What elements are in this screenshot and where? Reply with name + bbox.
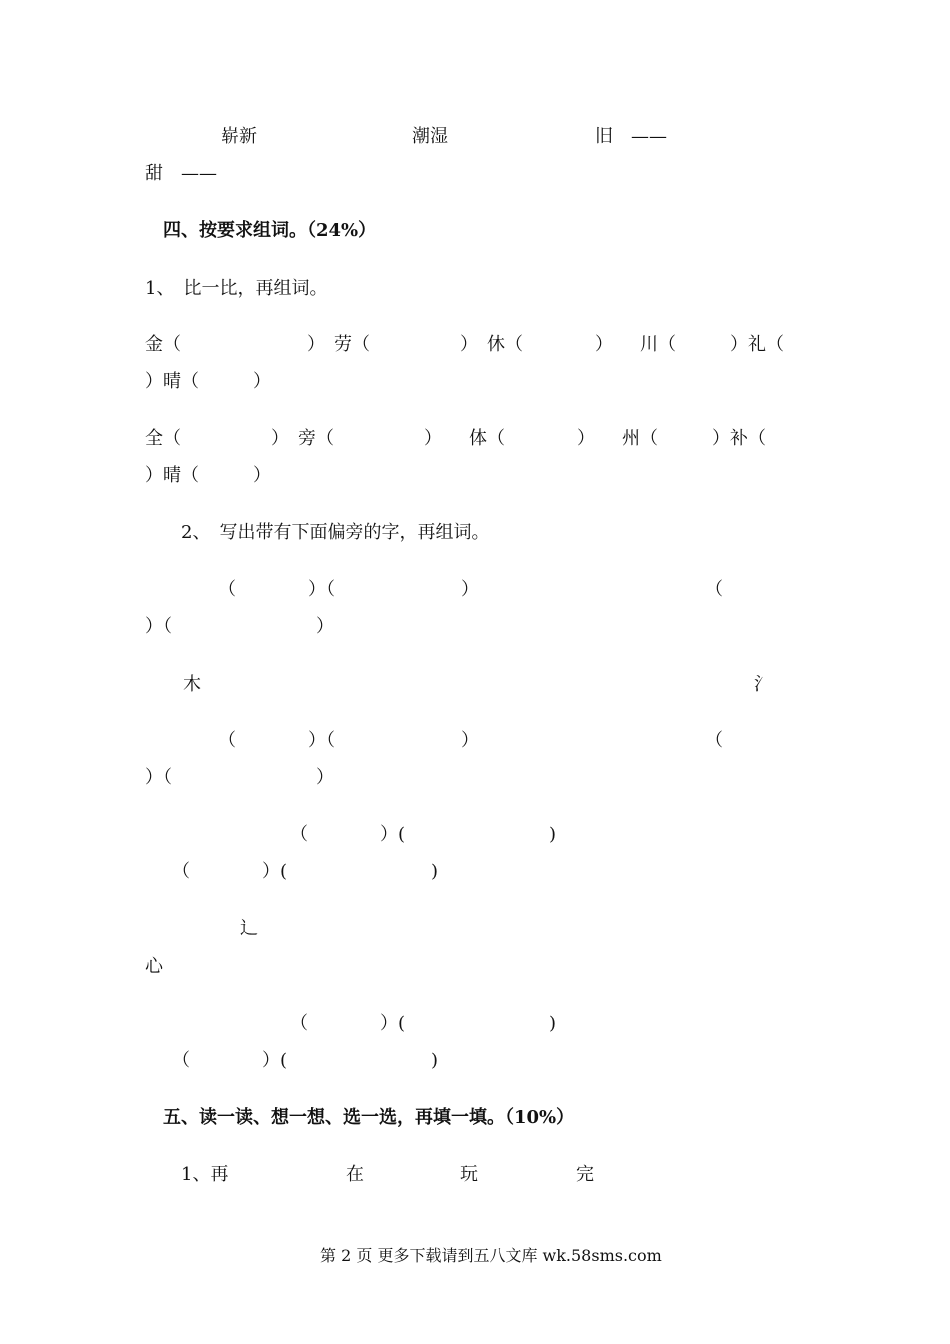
antonym-word-1: 崭新 xyxy=(221,126,257,147)
q2-group2-line2: ）（ ） xyxy=(145,767,334,788)
q2-group1-line1: （ ）（ ） xyxy=(218,579,479,600)
q1-row2-line2: ）晴（ ） xyxy=(145,465,271,486)
section-4-heading: 四、按要求组词。（24%） xyxy=(163,220,377,241)
q2-group3-line2: （ ）( ) xyxy=(172,861,439,882)
q2-group2-line1-right: （ xyxy=(705,730,723,751)
q5-1-word-4: 完 xyxy=(576,1164,594,1185)
section-5-heading: 五、读一读、想一想、选一选，再填一填。（10%） xyxy=(163,1107,575,1128)
radical-chuo: 辶 xyxy=(240,918,258,939)
q1-row2-line1: 全（ ） 旁（ ） 体（ ） 州（ ）补（ xyxy=(145,428,766,449)
antonym-word-3: 旧 —— xyxy=(595,126,667,147)
page-footer: 第 2 页 更多下载请到五八文库 wk.58sms.com xyxy=(320,1246,662,1265)
q2-prompt: 2、 写出带有下面偏旁的字，再组词。 xyxy=(181,522,490,543)
radical-xin: 心 xyxy=(145,956,163,977)
q2-group4-line1: （ ）( ) xyxy=(290,1013,557,1034)
radical-shui: 氵 xyxy=(754,674,772,695)
q1-row1-line1: 金（ ） 劳（ ） 休（ ） 川（ ）礼（ xyxy=(145,334,784,355)
q2-group1-line2: ）（ ） xyxy=(145,616,334,637)
q2-group3-line1: （ ）( ) xyxy=(290,824,557,845)
q2-group4-line2: （ ）( ) xyxy=(172,1050,439,1071)
q5-1-word-1: 1、再 xyxy=(181,1164,229,1185)
antonym-word-4: 甜 —— xyxy=(145,163,217,184)
q2-group2-line1: （ ）（ ） xyxy=(218,730,479,751)
radical-mu: 木 xyxy=(183,674,201,695)
q2-group1-line1-right: （ xyxy=(705,579,723,600)
q5-1-word-2: 在 xyxy=(346,1164,364,1185)
q5-1-word-3: 玩 xyxy=(460,1164,478,1185)
q1-row1-line2: ）晴（ ） xyxy=(145,371,271,392)
q1-prompt: 1、 比一比，再组词。 xyxy=(145,278,328,299)
antonym-word-2: 潮湿 xyxy=(412,126,448,147)
